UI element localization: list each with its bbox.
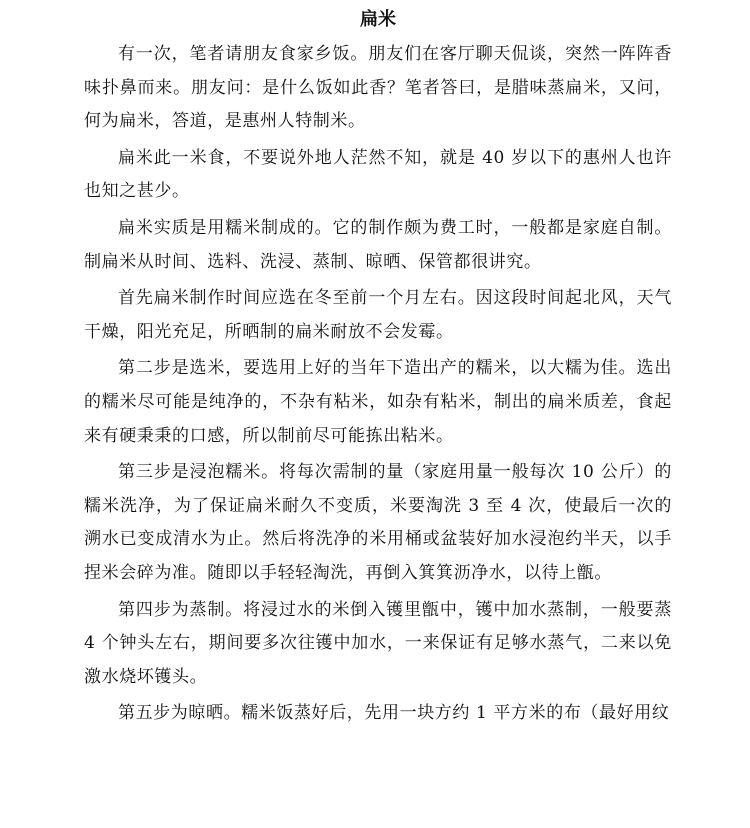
paragraph-6: 第三步是浸泡糯米。将每次需制的量（家庭用量一般每次 10 公斤）的糯米洗净，为了保证扁米耐久不变质，米要淘洗 3 至 4 次，使最后一次的溯水已变成清水为止。然后将洗净的米用桶或盆装好加水浸泡约半天，以手捏米会碎为准。随即以手轻轻淘洗，再倒入箕箕沥净水，以待上甑。 bbox=[84, 462, 672, 583]
paragraph-7: 第四步为蒸制。将浸过水的米倒入镬里甑中，镬中加水蒸制，一般要蒸 4 个钟头左右，期间要多次往镬中加水，一来保证有足够水蒸气，二来以免激水烧坏镬头。 bbox=[84, 599, 672, 687]
paragraph-5: 第二步是选米，要选用上好的当年下造出产的糯米，以大糯为佳。选出的糯米尽可能是纯净的，不杂有粘米，如杂有粘米，制出的扁米质差，食起来有硬秉秉的口感，所以制前尽可能拣出粘米。 bbox=[84, 358, 672, 446]
paragraph-3: 扁米实质是用糯米制成的。它的制作颇为费工时，一般都是家庭自制。制扁米从时间、选料、洗浸、蒸制、晾晒、保管都很讲究。 bbox=[84, 217, 672, 272]
paragraph-1: 有一次，笔者请朋友食家乡饭。朋友们在客厅聊天侃谈，突然一阵阵香味扑鼻而来。朋友问：是什么饭如此香？笔者答曰，是腊味蒸扁米，又问，何为扁米，答道，是惠州人特制米。 bbox=[84, 44, 672, 132]
paragraph-8: 第五步为晾晒。糯米饭蒸好后，先用一块方约 1 平方米的布（最好用纹 bbox=[118, 703, 670, 724]
paragraph-4: 首先扁米制作时间应选在冬至前一个月左右。因这段时间起北风，天气干燥，阳光充足，所晒制的扁米耐放不会发霉。 bbox=[84, 288, 672, 342]
paragraph-2: 扁米此一米食，不要说外地人茫然不知，就是 40 岁以下的惠州人也许也知之甚少。 bbox=[84, 147, 672, 202]
document-title: 扁米 bbox=[360, 9, 396, 30]
